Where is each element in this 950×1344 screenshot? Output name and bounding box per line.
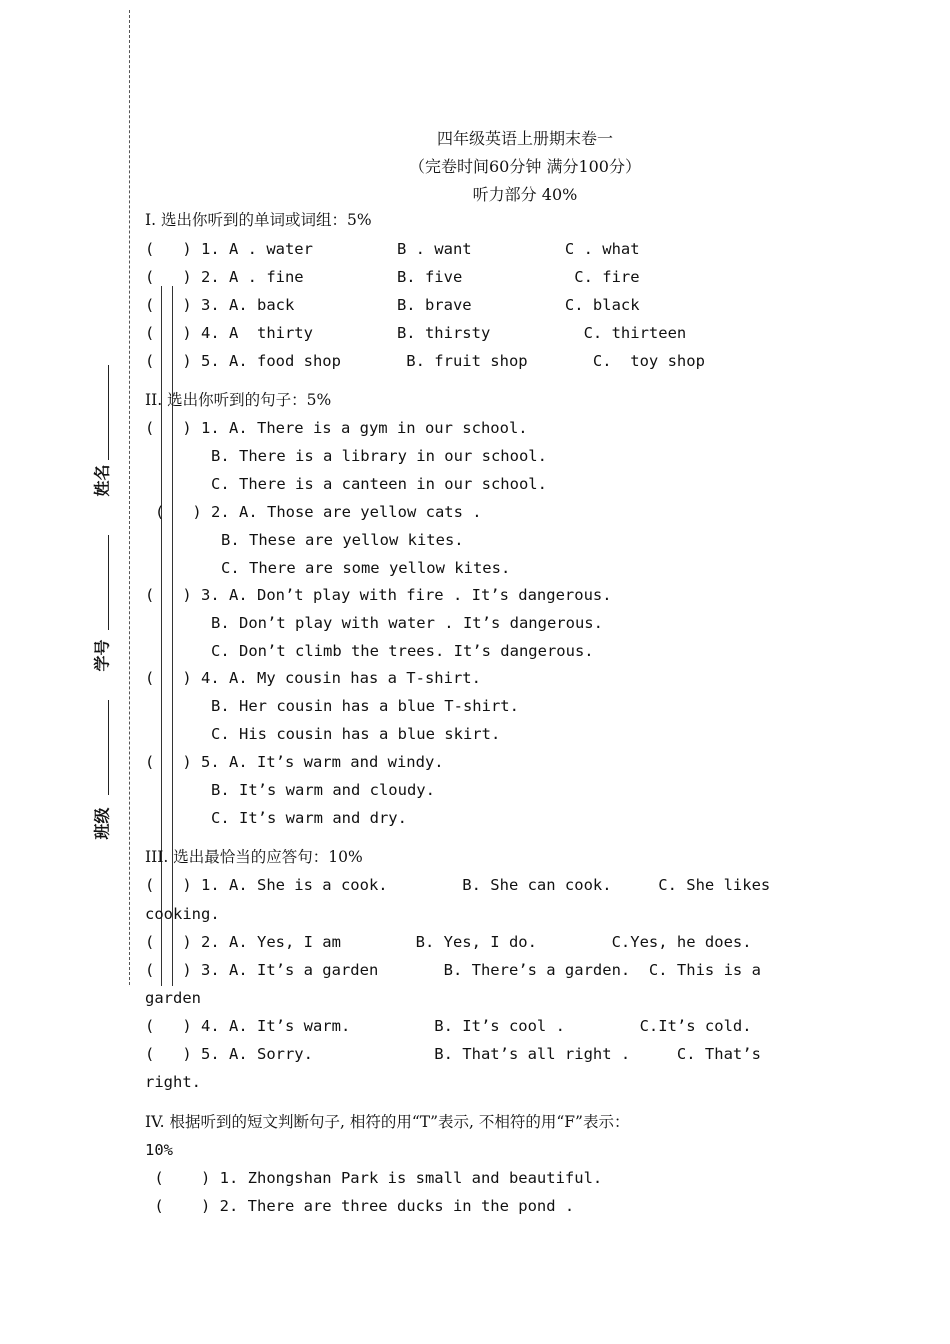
part2-q5-b: B. It’s warm and cloudy.: [211, 781, 435, 799]
part4-heading-cont: 10%: [145, 1141, 173, 1159]
part3-q3: ( ) 3. A. It’s a garden B. There’s a garden. C. This is a: [145, 961, 761, 979]
part2-q3-c: C. Don’t climb the trees. It’s dangerous.: [211, 642, 594, 660]
exam-subtitle: （完卷时间60分钟 满分100分）: [409, 157, 641, 176]
part2-q4-b: B. Her cousin has a blue T-shirt.: [211, 697, 519, 715]
class-label: 班级: [92, 807, 112, 840]
part2-q2-a: ( ) 2. A. Those are yellow cats .: [155, 503, 482, 521]
part4-heading: IV. 根据听到的短文判断句子, 相符的用“T”表示, 不相符的用“F”表示：: [145, 1113, 630, 1131]
exam-title: 四年级英语上册期末卷一: [436, 129, 613, 148]
section-title: 听力部分 40%: [472, 185, 578, 204]
part4-q2: ( ) 2. There are three ducks in the pond .: [145, 1197, 575, 1215]
class-write-line[interactable]: [108, 700, 109, 795]
part2-heading: II. 选出你听到的句子：5%: [145, 391, 332, 409]
part4-q1: ( ) 1. Zhongshan Park is small and beautiful.: [145, 1169, 603, 1187]
part3-heading: III. 选出最恰当的应答句：10%: [145, 848, 363, 866]
part1-heading: I. 选出你听到的单词或词组：5%: [145, 211, 372, 229]
part1-q5: ( ) 5. A. food shop B. fruit shop C. toy shop: [145, 352, 705, 370]
part3-q5: ( ) 5. A. Sorry. B. That’s all right . C. That’s: [145, 1045, 761, 1063]
part2-q5-a: ( ) 5. A. It’s warm and windy.: [145, 753, 444, 771]
part3-q1-cont: cooking.: [145, 905, 220, 923]
name-write-line[interactable]: [108, 365, 109, 460]
part2-q1-a: ( ) 1. A. There is a gym in our school.: [145, 419, 528, 437]
part3-q4: ( ) 4. A. It’s warm. B. It’s cool . C.It’s cold.: [145, 1017, 752, 1035]
part2-q3-b: B. Don’t play with water . It’s dangerous.: [211, 614, 603, 632]
part2-q1-c: C. There is a canteen in our school.: [211, 475, 547, 493]
part3-q5-cont: right.: [145, 1073, 201, 1091]
part3-q3-cont: garden: [145, 989, 201, 1007]
part2-q4-a: ( ) 4. A. My cousin has a T-shirt.: [145, 669, 481, 687]
part2-q4-c: C. His cousin has a blue skirt.: [211, 725, 501, 743]
part2-q1-b: B. There is a library in our school.: [211, 447, 547, 465]
part1-q1: ( ) 1. A . water B . want C . what: [145, 240, 640, 258]
part2-q3-a: ( ) 3. A. Don’t play with fire . It’s dangerous.: [145, 586, 612, 604]
part1-q2: ( ) 2. A . fine B. five C. fire: [145, 268, 640, 286]
part2-q2-b: B. These are yellow kites.: [221, 531, 464, 549]
part3-q2: ( ) 2. A. Yes, I am B. Yes, I do. C.Yes, he does.: [145, 933, 752, 951]
part1-q3: ( ) 3. A. back B. brave C. black: [145, 296, 640, 314]
part2-q5-c: C. It’s warm and dry.: [211, 809, 407, 827]
number-write-line[interactable]: [108, 535, 109, 630]
name-label: 姓名: [92, 464, 112, 497]
number-label: 学号: [92, 639, 112, 672]
part3-q1: ( ) 1. A. She is a cook. B. She can cook. C. She likes: [145, 876, 771, 894]
part1-q4: ( ) 4. A thirty B. thirsty C. thirteen: [145, 324, 687, 342]
part2-q2-c: C. There are some yellow kites.: [221, 559, 511, 577]
